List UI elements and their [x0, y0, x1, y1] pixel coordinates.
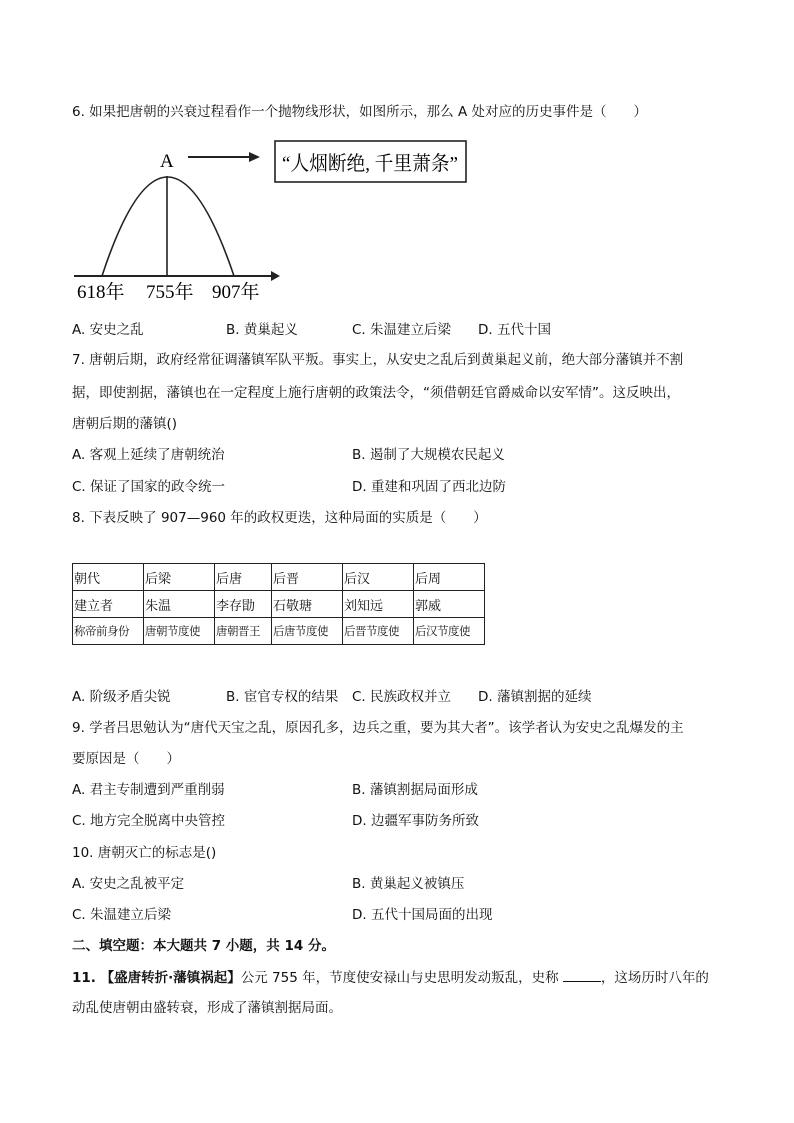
q7-option-c[interactable]: C. 保证了国家的政令统一: [72, 479, 226, 495]
table-cell: 后晋节度使: [343, 618, 414, 645]
q10-stem: 10. 唐朝灭亡的标志是(): [72, 845, 217, 861]
table-cell: 朱温: [144, 591, 215, 618]
q7-option-b[interactable]: B. 遏制了大规模农民起义: [352, 447, 505, 463]
dynasty-table: [72, 563, 485, 645]
q7-stem-line2: 据，即使割据，藩镇也在一定程度上施行唐朝的政策法令，“须借朝廷官爵威命以安军情”。这反映出，: [72, 385, 680, 401]
table-cell: 后汉节度使: [414, 618, 485, 645]
q9-option-b[interactable]: B. 藩镇割据局面形成: [352, 782, 478, 798]
peak-label-a: A: [160, 151, 174, 172]
tang-rise-fall-figure: [66, 140, 486, 300]
table-cell: 刘知远: [343, 591, 414, 618]
q6-stem: 6. 如果把唐朝的兴衰过程看作一个抛物线形状，如图所示，那么 A 处对应的历史事件是（ ）: [72, 104, 647, 120]
year-label-618: 618年: [77, 282, 125, 300]
q6-option-b[interactable]: B. 黄巢起义: [226, 322, 298, 338]
table-row: [73, 591, 485, 618]
q10-option-b[interactable]: B. 黄巢起义被镇压: [352, 876, 465, 892]
q7-option-d[interactable]: D. 重建和巩固了西北边防: [352, 479, 506, 495]
q11-answer-blank[interactable]: [563, 967, 601, 982]
table-cell: 后唐: [215, 564, 272, 591]
q9-option-d[interactable]: D. 边疆军事防务所致: [352, 813, 479, 829]
table-cell: 朝代: [73, 564, 144, 591]
table-cell: 后梁: [144, 564, 215, 591]
table-row: [73, 564, 485, 591]
q8-option-d[interactable]: D. 藩镇割据的延续: [478, 689, 592, 705]
q7-stem-line3: 唐朝后期的藩镇(): [72, 416, 178, 432]
q8-option-b[interactable]: B. 宦官专权的结果: [226, 689, 339, 705]
table-cell: 称帝前身份: [73, 618, 144, 645]
table-cell: 石敬瑭: [272, 591, 343, 618]
table-cell: 后周: [414, 564, 485, 591]
q8-option-a[interactable]: A. 阶级矛盾尖锐: [72, 689, 171, 705]
table-cell: 后晋: [272, 564, 343, 591]
table-cell: 李存勖: [215, 591, 272, 618]
q10-option-a[interactable]: A. 安史之乱被平定: [72, 876, 185, 892]
q11-stem-line1: [72, 967, 709, 988]
q9-option-c[interactable]: C. 地方完全脱离中央管控: [72, 813, 226, 829]
x-axis-arrow: [271, 271, 280, 281]
year-label-755: 755年: [146, 282, 194, 300]
q10-option-d[interactable]: D. 五代十国局面的出现: [352, 907, 493, 923]
q10-option-c[interactable]: C. 朱温建立后梁: [72, 907, 172, 923]
q8-option-c[interactable]: C. 民族政权并立: [352, 689, 452, 705]
section-heading-fill-in: 二、填空题：本大题共 7 小题，共 14 分。: [72, 938, 335, 954]
table-cell: 后唐节度使: [272, 618, 343, 645]
q7-stem-line1: 7. 唐朝后期，政府经常征调藩镇军队平叛。事实上，从安史之乱后到黄巢起义前，绝大部分藩镇并不割: [72, 352, 684, 368]
q6-option-a[interactable]: A. 安史之乱: [72, 322, 144, 338]
table-cell: 建立者: [73, 591, 144, 618]
year-label-907: 907年: [212, 282, 260, 300]
q6-option-c[interactable]: C. 朱温建立后梁: [352, 322, 452, 338]
table-cell: 唐朝晋王: [215, 618, 272, 645]
table-cell: 郭威: [414, 591, 485, 618]
q6-option-d[interactable]: D. 五代十国: [478, 322, 551, 338]
pointer-arrow-head: [249, 152, 260, 162]
q8-stem: 8. 下表反映了 907—960 年的政权更迭，这种局面的实质是（ ）: [72, 510, 487, 526]
parabola-curve: [102, 177, 234, 276]
q9-option-a[interactable]: A. 君主专制遭到严重削弱: [72, 782, 225, 798]
q11-text-after-blank: ，这场历时八年的: [600, 970, 709, 986]
quote-text: “人烟断绝, 千里萧条”: [282, 153, 470, 175]
q9-stem-line2: 要原因是（ ）: [72, 751, 180, 767]
q11-text-before-blank: 公元 755 年，节度使安禄山与史思明发动叛乱，史称: [240, 970, 559, 986]
table-cell: 唐朝节度使: [144, 618, 215, 645]
table-cell: 后汉: [343, 564, 414, 591]
table-row: [73, 618, 485, 645]
q11-stem-line2: 动乱使唐朝由盛转衰，形成了藩镇割据局面。: [72, 1000, 342, 1016]
q7-option-a[interactable]: A. 客观上延续了唐朝统治: [72, 447, 225, 463]
q11-topic-tag: 11. 【盛唐转折·藩镇祸起】: [72, 970, 241, 986]
q9-stem-line1: 9. 学者吕思勉认为“唐代天宝之乱，原因孔多，边兵之重，要为其大者”。该学者认为安史之乱爆发的主: [72, 720, 684, 736]
